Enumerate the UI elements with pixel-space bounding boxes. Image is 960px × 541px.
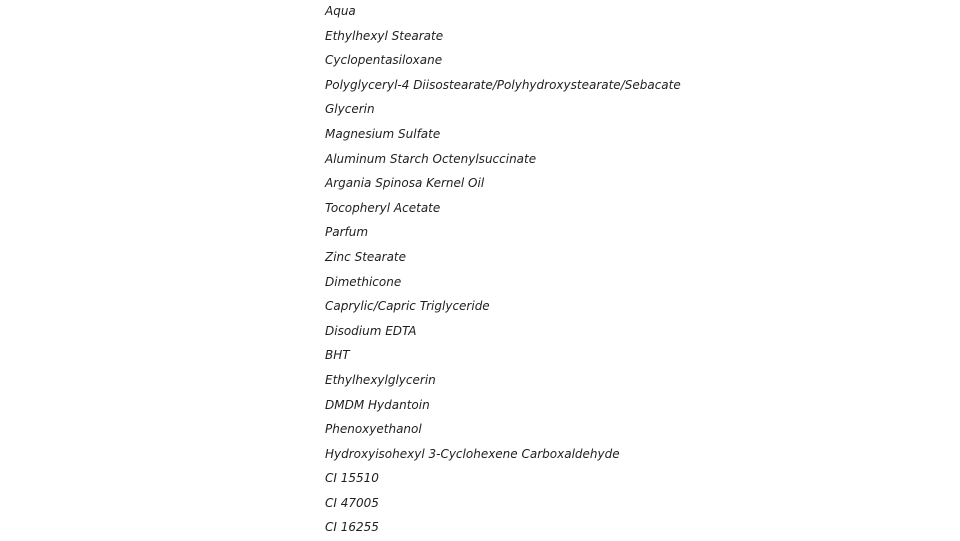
ingredient-item: Aluminum Starch Octenylsuccinate bbox=[325, 151, 537, 166]
ingredient-item: Tocopheryl Acetate bbox=[325, 200, 441, 215]
ingredient-list bbox=[325, 0, 681, 541]
ingredient-item: Cyclopentasiloxane bbox=[325, 53, 443, 68]
ingredient-item: CI 15510 bbox=[325, 471, 379, 486]
ingredient-item: Dimethicone bbox=[325, 274, 402, 289]
ingredient-item: Ethylhexyl Stearate bbox=[325, 28, 444, 43]
ingredient-item: Hydroxyisohexyl 3-Cyclohexene Carboxaldehyde bbox=[325, 446, 620, 461]
ingredient-item: Zinc Stearate bbox=[325, 249, 407, 264]
ingredient-item: DMDM Hydantoin bbox=[325, 397, 430, 412]
ingredient-item: Ethylhexylglycerin bbox=[325, 372, 436, 387]
ingredient-item: Disodium EDTA bbox=[325, 323, 417, 338]
ingredient-item: Magnesium Sulfate bbox=[325, 126, 441, 141]
ingredient-item: CI 16255 bbox=[325, 520, 379, 535]
ingredient-item: Parfum bbox=[325, 225, 369, 240]
ingredient-item: Aqua bbox=[325, 4, 356, 18]
ingredient-item: Caprylic/Capric Triglyceride bbox=[325, 299, 490, 314]
ingredient-item: Polyglyceryl-4 Diisostearate/Polyhydroxystearate/Sebacate bbox=[325, 77, 681, 92]
ingredient-item: CI 47005 bbox=[325, 495, 379, 510]
ingredient-item: Glycerin bbox=[325, 102, 375, 117]
ingredient-item: Argania Spinosa Kernel Oil bbox=[325, 176, 485, 191]
ingredient-item: BHT bbox=[325, 348, 350, 363]
ingredient-item: Phenoxyethanol bbox=[325, 422, 422, 437]
